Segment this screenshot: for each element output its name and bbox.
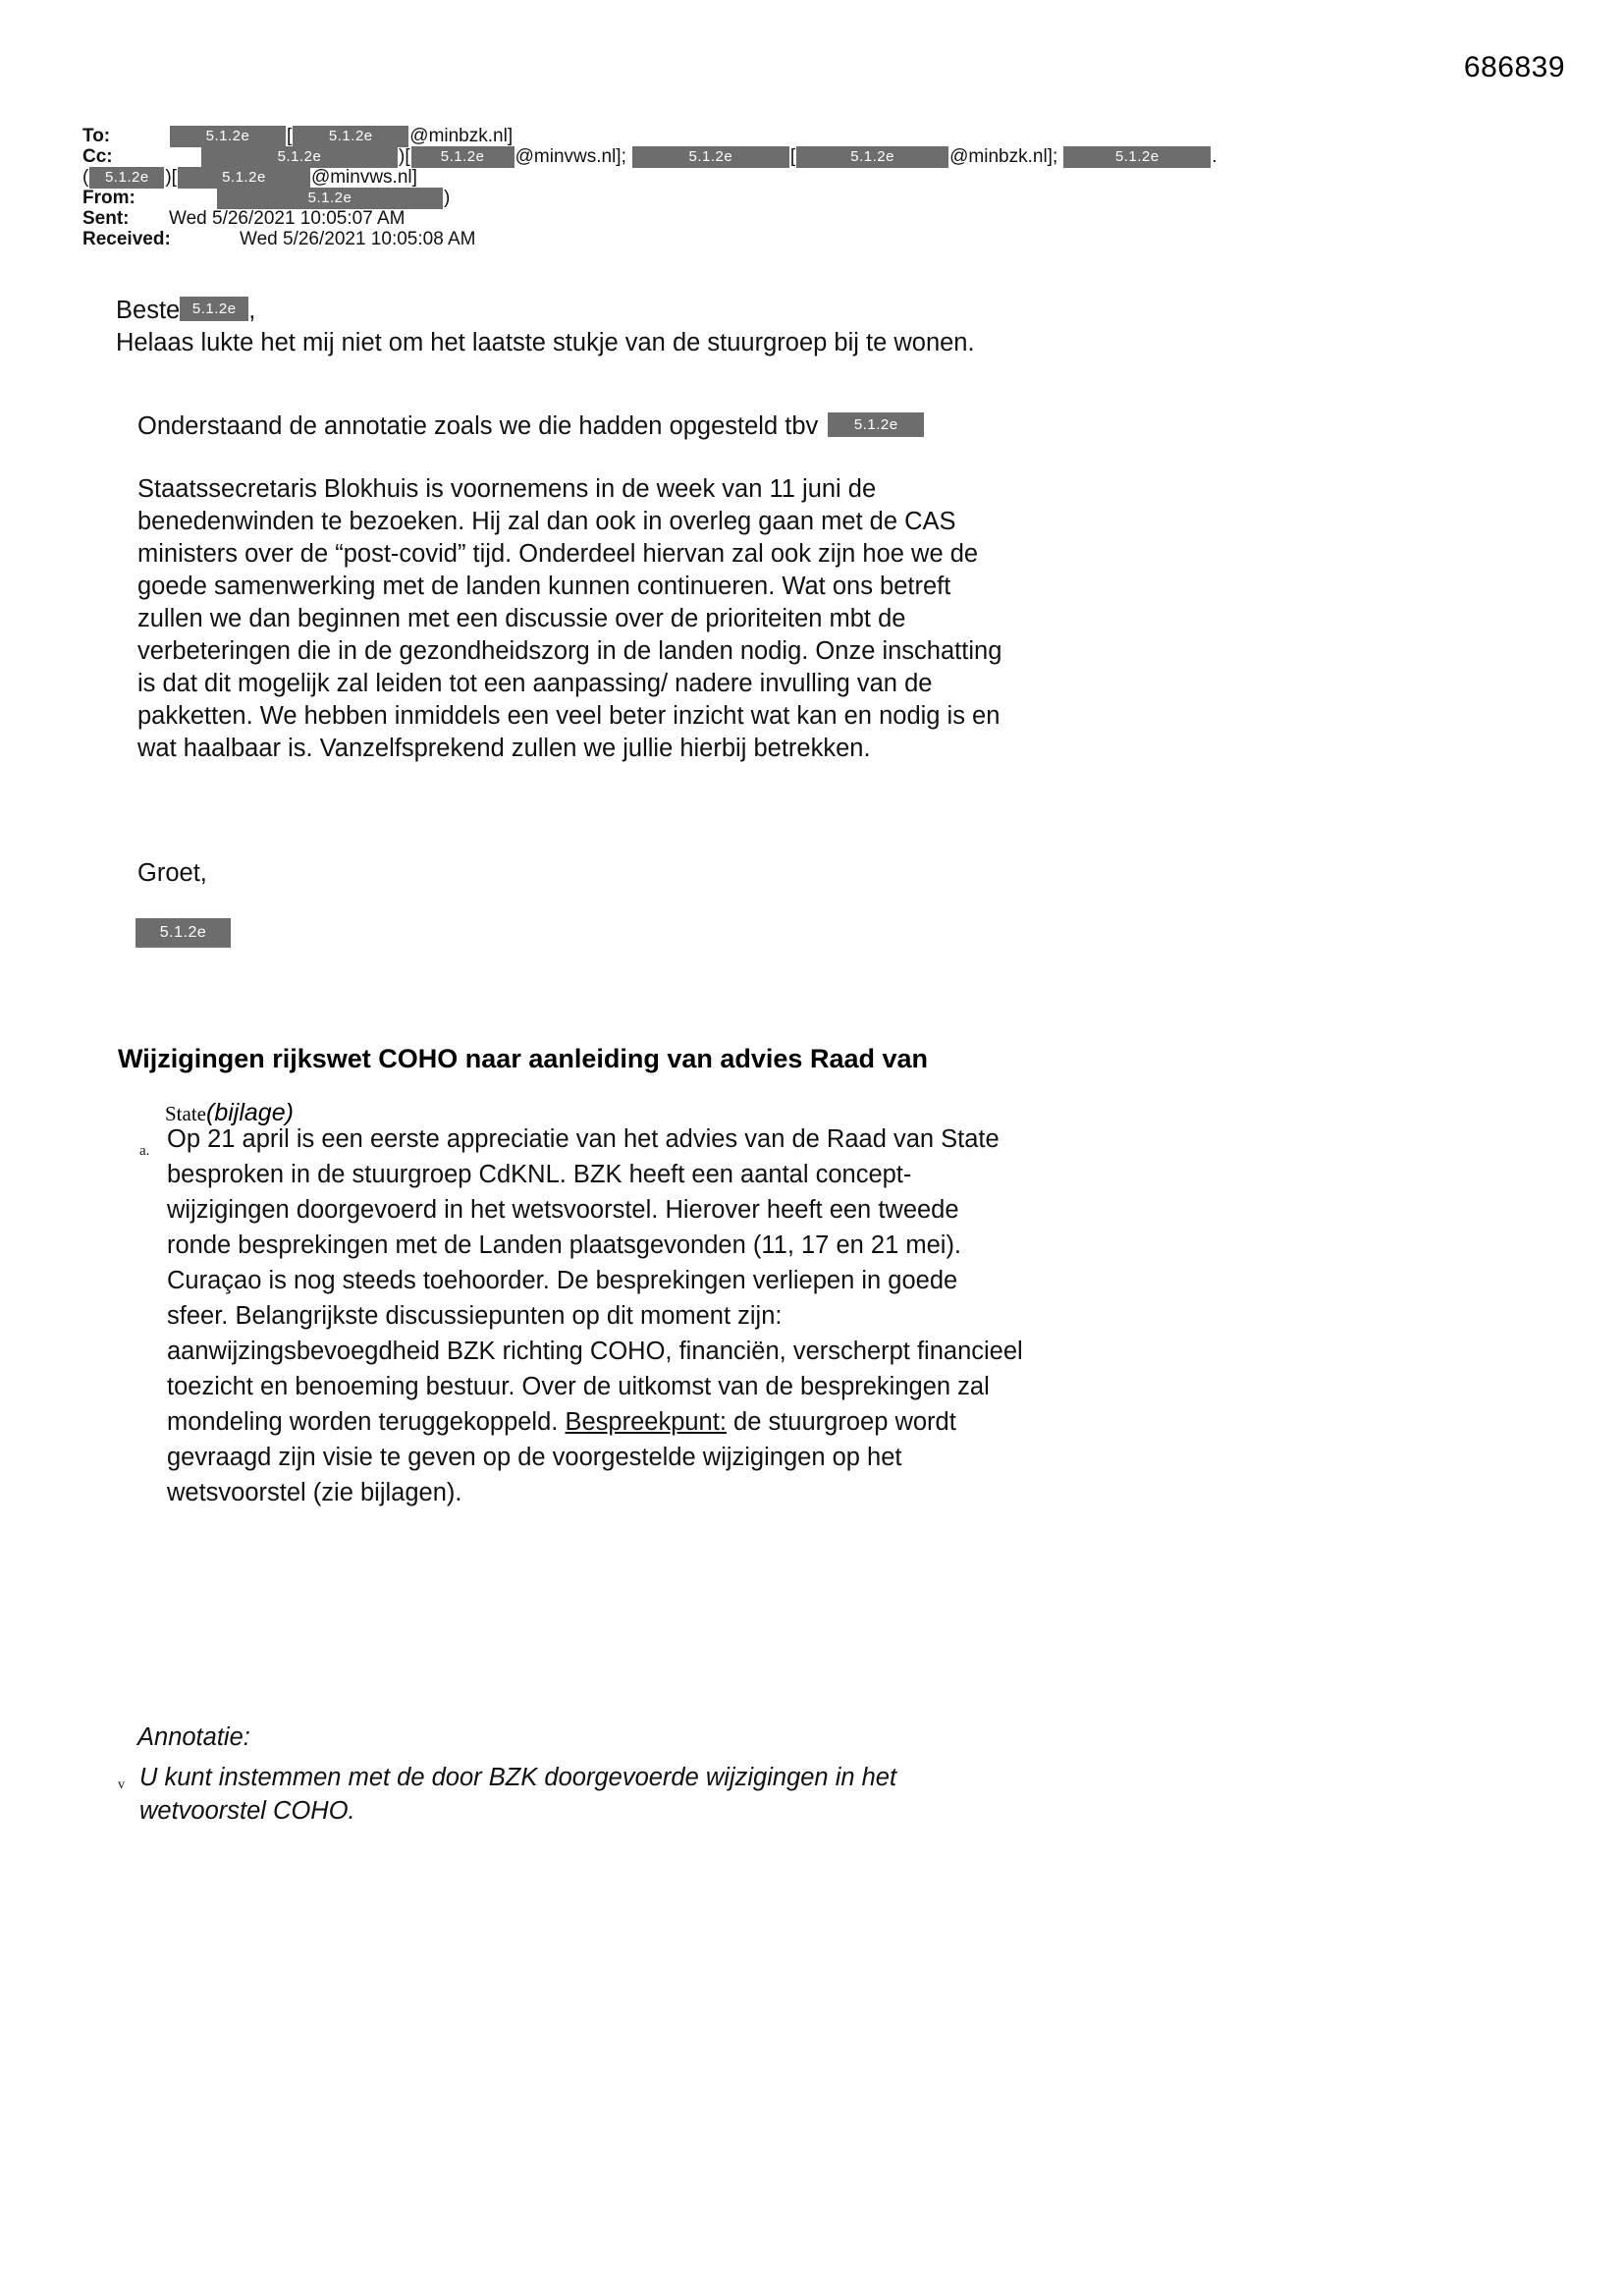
paren-open: (	[82, 167, 89, 189]
redaction-box: 5.1.2e	[178, 167, 310, 189]
list-item-body	[167, 1121, 1023, 1510]
redaction-box: 5.1.2e	[1063, 146, 1211, 168]
redaction-box: 5.1.2e	[217, 188, 443, 209]
bracket-open: [	[789, 146, 796, 168]
from-paren-close: )	[444, 188, 451, 209]
annotatie-intro-text: Onderstaand de annotatie zoals we die hadden opgesteld tbv	[137, 412, 819, 440]
closing-line: Groet,	[137, 859, 207, 887]
redaction-box: 5.1.2e	[89, 167, 164, 189]
header-row-cc-continued	[82, 167, 1457, 188]
greeting-block	[116, 295, 1098, 359]
redaction-box: 5.1.2e	[828, 412, 924, 437]
received-label: Received:	[82, 229, 171, 249]
redaction-box: 5.1.2e	[411, 146, 514, 168]
paren-close: )[	[165, 167, 177, 189]
header-row-sent	[82, 208, 1457, 229]
to-label: To:	[82, 126, 111, 146]
redaction-box: 5.1.2e	[293, 126, 408, 147]
annotatie-text: U kunt instemmen met de door BZK doorgevoerde wijzigingen in het wetvoorstel COHO.	[139, 1764, 897, 1825]
annotatie-marker: v	[118, 1777, 125, 1792]
annotatie-label: Annotatie:	[137, 1723, 250, 1751]
redaction-box: 5.1.2e	[180, 297, 248, 321]
from-label: From:	[82, 188, 135, 208]
redaction-box: 5.1.2e	[135, 918, 231, 948]
cc-domain-2: @minbzk.nl];	[949, 146, 1058, 168]
bracket-open: [	[287, 126, 293, 147]
email-header	[82, 126, 1457, 249]
greeting-punct: ,	[248, 297, 256, 324]
heading-bijlage: (bijlage)	[206, 1099, 294, 1126]
heading-cont-text: State	[165, 1102, 206, 1125]
list-item-text: Op 21 april is een eerste appreciatie van het advies van de Raad van State besproken in de stuurgroep CdKNL. BZK heeft een aantal concept-wijzigingen doorgevoerd in het wetsvoorstel. Hierover heeft een tweede ronde besprekingen met de Landen plaatsgevonden (11, 17 en 21 mei). Curaçao is nog steeds toehoorder. De besprekingen verliepen in goede sfeer. Belangrijkste discussiepunten op dit moment zijn: aanwijzingsbevoegdheid BZK richting COHO, financiën, verscherpt financieel toezicht en benoeming bestuur. Over de uitkomst van de besprekingen zal mondeling worden teruggekoppeld.	[167, 1125, 1023, 1436]
redaction-box: 5.1.2e	[170, 126, 286, 147]
cc-label: Cc:	[82, 146, 113, 167]
header-row-from	[82, 188, 1457, 208]
to-domain: @minbzk.nl]	[409, 126, 514, 147]
redaction-box: 5.1.2e	[201, 146, 398, 168]
redaction-box: 5.1.2e	[796, 146, 948, 168]
page-number: 686839	[1463, 51, 1565, 83]
cc-line2-domain: @minvws.nl]	[310, 167, 417, 189]
header-row-cc	[82, 146, 1457, 167]
header-row-received	[82, 229, 1457, 249]
sent-value: Wed 5/26/2021 10:05:07 AM	[169, 208, 406, 229]
bracket-mid: )[	[399, 146, 410, 168]
apology-line: Helaas lukte het mij niet om het laatste stukje van de stuurgroep bij te wonen.	[116, 329, 975, 356]
cc-domain-1: @minvws.nl];	[514, 146, 626, 168]
annotatie-intro	[137, 410, 1119, 443]
list-item	[139, 1121, 1023, 1510]
annotatie-body	[118, 1761, 1003, 1828]
header-row-to	[82, 126, 1457, 146]
bespreekpunt-text: de stuurgroep wordt gevraagd zijn visie te geven op de voorgestelde wijzigingen op het wetsvoorstel (zie bijlagen).	[167, 1408, 956, 1506]
cc-continued-value	[82, 167, 417, 189]
bespreekpunt-label: Bespreekpunt:	[565, 1408, 727, 1436]
list-marker: a.	[139, 1143, 150, 1159]
to-value	[169, 126, 513, 147]
from-value	[216, 188, 450, 209]
attachment-heading: Wijzigingen rijkswet COHO naar aanleiding van advies Raad van	[118, 1044, 928, 1073]
sent-label: Sent:	[82, 208, 130, 229]
received-value: Wed 5/26/2021 10:05:08 AM	[240, 229, 476, 249]
main-paragraph: Staatssecretaris Blokhuis is voornemens in de week van 11 juni de benedenwinden te bezoeken. Hij zal dan ook in overleg gaan met de CAS ministers over de “post-covid” tijd. Onderdeel hiervan zal ook zijn hoe we de goede samenwerking met de landen kunnen continueren. Wat ons betreft zullen we dan beginnen met een discussie over de prioriteiten mbt de verbeteringen die in de gezondheidszorg in de landen nodig. Onze inschatting is dat dit mogelijk zal leiden tot een aanpassing/ nadere invulling van de pakketten. We hebben inmiddels een veel beter inzicht wat kan en nodig is en wat haalbaar is. Vanzelfsprekend zullen we jullie hierbij betrekken.	[137, 475, 1002, 762]
cc-value	[200, 146, 1218, 168]
cc-trailing-dot: .	[1212, 146, 1218, 168]
redaction-box: 5.1.2e	[632, 146, 789, 168]
signature-redaction	[135, 918, 231, 948]
greeting-word: Beste	[116, 297, 181, 324]
